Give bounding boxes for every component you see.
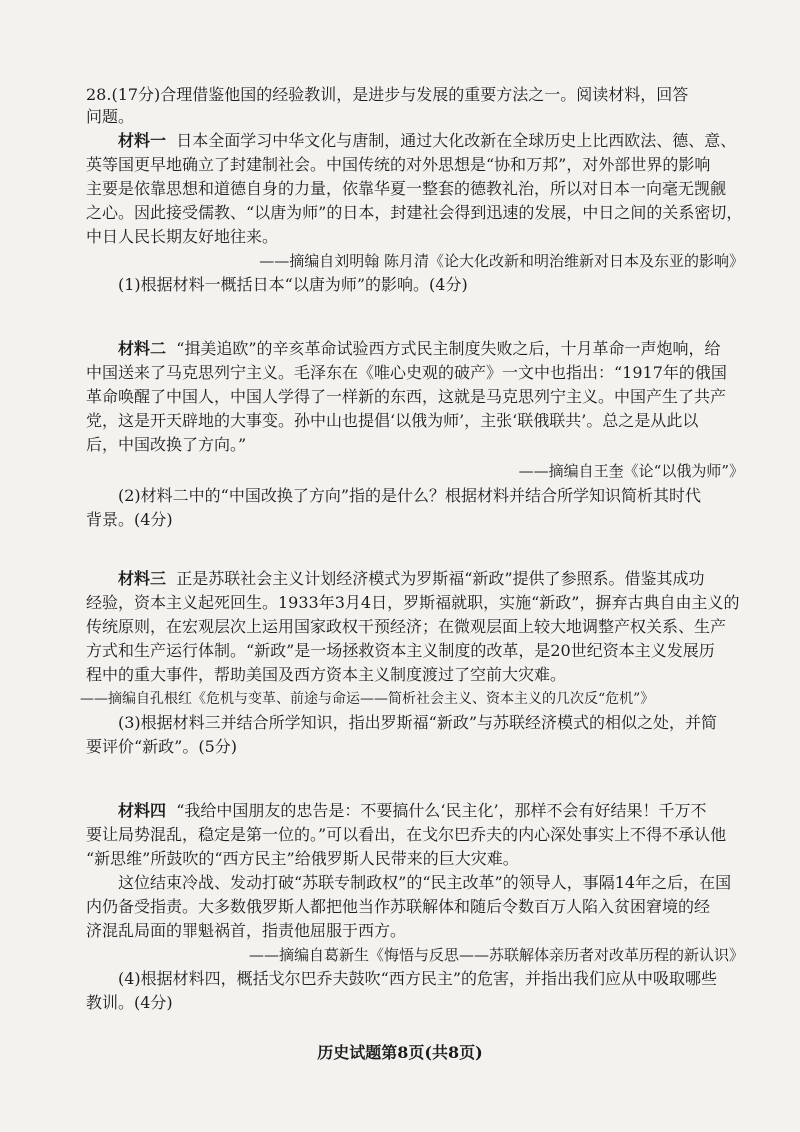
material-4-line: 济混乱局面的罪魁祸首，指责他屈服于西方。 (86, 921, 407, 940)
material-2-line: 后，中国改换了方向。” (86, 435, 247, 454)
material-4-line: 这位结束冷战、发动打破“苏联专制政权”的“民主改革”的领导人，事隔14年之后，在国 (118, 873, 732, 892)
material-4-source: ——摘编自葛新生《悔悟与反思——苏联解体亲历者对改革历程的新认识》 (248, 946, 744, 964)
material-1-label: 材料一 (118, 131, 167, 150)
material-1-line: 英等国更早地确立了封建制社会。中国传统的对外思想是“协和万邦”，对外部世界的影响 (86, 155, 711, 174)
material-2-line: 中国送来了马克思列宁主义。毛泽东在《唯心史观的破产》一文中也指出：“1917年的俄国 (86, 363, 727, 382)
material-2-source: ——摘编自王奎《论“以俄为师”》 (518, 462, 744, 480)
material-3-line: 传统原则，在宏观层次上运用国家政权干预经济；在微观层面上较大地调整产权关系、生产 (86, 617, 727, 636)
question-header-cont: 问题。 (86, 107, 135, 126)
question-3-cont: 要评价“新政”。(5分) (86, 737, 238, 756)
material-1-source: ——摘编自刘明翰 陈月清《论大化改新和明治维新对日本及东亚的影响》 (259, 252, 744, 270)
question-1: (1)根据材料一概括日本“以唐为师”的影响。(4分) (118, 275, 468, 294)
material-2-label: 材料二 (118, 339, 167, 358)
question-4: (4)根据材料四，概括戈尔巴乔夫鼓吹“西方民主”的危害，并指出我们应从中吸取哪些 (118, 969, 718, 988)
material-1-line: 主要是依靠思想和道德自身的力量，依靠华夏一整套的德教礼治，所以对日本一向毫无觊觎 (86, 179, 727, 198)
material-3-line: 方式和生产运行体制。“新政”是一场拯救资本主义制度的改革，是20世纪资本主义发展历 (86, 641, 715, 660)
question-4-cont: 教训。(4分) (86, 993, 173, 1012)
material-2-line: 党，这是开天辟地的大事变。孙中山也提倡‘以俄为师’，主张‘联俄联共’。总之是从此以 (86, 411, 699, 430)
material-4-line: 材料四 “我给中国朋友的忠告是：不要搞什么‘民主化’，那样不会有好结果！千万不 (118, 801, 707, 820)
material-1-line: 之心。因此接受儒教、“以唐为师”的日本，封建社会得到迅速的发展，中日之间的关系密切， (86, 203, 743, 222)
question-2: (2)材料二中的“中国改换了方向”指的是什么？根据材料并结合所学知识简析其时代 (118, 486, 702, 505)
material-3-line: 材料三 正是苏联社会主义计划经济模式为罗斯福“新政”提供了参照系。借鉴其成功 (118, 569, 705, 588)
material-4-label: 材料四 (118, 801, 167, 820)
material-4-line: “新思维”所鼓吹的“西方民主”给俄罗斯人民带来的巨大灾难。 (86, 849, 519, 868)
material-3-line: 经验，资本主义起死回生。1933年3月4日，罗斯福就职，实施“新政”，摒弃古典自由主义的 (86, 593, 740, 612)
material-3-label: 材料三 (118, 569, 167, 588)
material-2-line: 革命唤醒了中国人，中国人学得了一样新的东西，这就是马克思列宁主义。中国产生了共产 (86, 387, 727, 406)
material-3-line: 程中的重大事件，帮助美国及西方资本主义制度渡过了空前大灾难。 (86, 665, 567, 684)
material-1-line: 材料一 日本全面学习中华文化与唐制，通过大化改新在全球历史上比西欧法、德、意、 (118, 131, 737, 150)
material-4-line: 内仍备受指责。大多数俄罗斯人都把他当作苏联解体和随后令数百万人陷入贫困窘境的经 (86, 897, 711, 916)
material-2-line: 材料二 “揖美追欧”的辛亥革命试验西方式民主制度失败之后，十月革命一声炮响，给 (118, 339, 721, 358)
question-2-cont: 背景。(4分) (86, 510, 173, 529)
question-3: (3)根据材料三并结合所学知识，指出罗斯福“新政”与苏联经济模式的相似之处，并简 (118, 713, 718, 732)
material-4-line: 要让局势混乱，稳定是第一位的。”可以看出，在戈尔巴乔夫的内心深处事实上不得不承认他 (86, 825, 727, 844)
question-header: 28.(17分)合理借鉴他国的经验教训，是进步与发展的重要方法之一。阅读材料，回答 (86, 85, 689, 104)
page-footer: 历史试题第8页(共8页) (317, 1043, 483, 1062)
material-3-source: ——摘编自孔根红《危机与变革、前途与命运——简析社会主义、资本主义的几次反“危机”》 (80, 691, 655, 707)
material-1-line: 中日人民长期友好地往来。 (86, 227, 279, 246)
